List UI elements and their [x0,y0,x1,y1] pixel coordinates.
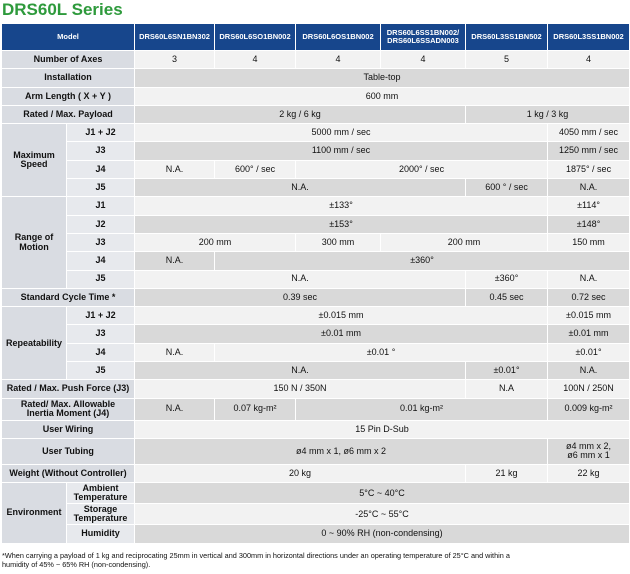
table-cell: 600 ° / sec [466,179,548,197]
table-row [2,325,630,343]
table-cell: 4050 mm / sec [548,124,630,142]
table-cell: 200 mm [381,233,548,251]
table-cell: N.A. [135,252,215,270]
row-label: Standard Cycle Time * [2,288,135,306]
row-label: Number of Axes [2,51,135,69]
table-cell: N.A. [135,160,215,178]
table-cell: 1875° / sec [548,160,630,178]
header-model-col: DRS60L6OS1BN002 [296,24,381,51]
table-cell: 5 [466,51,548,69]
table-row [2,69,630,87]
group-label: Maximum Speed [2,124,67,197]
table-cell: N.A. [548,270,630,288]
table-cell: 1 kg / 3 kg [466,105,630,123]
sub-label: Humidity [67,525,135,543]
table-cell: 3 [135,51,215,69]
table-cell: ±0.01° [548,343,630,361]
table-row [2,233,630,251]
row-label: Rated/ Max. Allowable Inertia Moment (J4) [2,398,135,420]
table-cell: 600° / sec [215,160,296,178]
table-cell: 4 [381,51,466,69]
sub-label: J5 [67,270,135,288]
table-cell: ø4 mm x 2, ø6 mm x 1 [548,438,630,464]
table-row [2,215,630,233]
sub-label: J4 [67,160,135,178]
table-row [2,288,630,306]
table-cell: 600 mm [135,87,630,105]
table-row [2,380,630,398]
group-label: Environment [2,483,67,543]
row-label: User Tubing [2,438,135,464]
table-cell: N.A. [135,179,466,197]
header-model: Model [2,24,135,51]
page-title: DRS60L Series [2,0,123,19]
header-model-col: DRS60L3SS1BN502 [466,24,548,51]
table-row [2,420,630,438]
table-row [2,197,630,215]
table-cell: 0.01 kg-m² [296,398,548,420]
table-cell: 0.009 kg-m² [548,398,630,420]
table-cell: 0.39 sec [135,288,466,306]
table-cell: ±114° [548,197,630,215]
sub-label: J5 [67,179,135,197]
table-row [2,362,630,380]
table-row [2,124,630,142]
table-row [2,398,630,420]
sub-label: J1 [67,197,135,215]
table-row [2,160,630,178]
row-label: Rated / Max. Payload [2,105,135,123]
table-row [2,483,630,504]
table-row [2,179,630,197]
table-cell: 0.72 sec [548,288,630,306]
table-row [2,438,630,464]
table-cell: 0.45 sec [466,288,548,306]
header-model-col: DRS60L6SO1BN002 [215,24,296,51]
table-row [2,464,630,482]
table-cell: ±148° [548,215,630,233]
table-cell: Table-top [135,69,630,87]
table-cell: ø4 mm x 1, ø6 mm x 2 [135,438,548,464]
table-cell: 150 N / 350N [135,380,466,398]
table-row [2,105,630,123]
table-cell: 4 [215,51,296,69]
header-row [2,24,630,51]
table-cell: ±153° [135,215,548,233]
table-cell: 2 kg / 6 kg [135,105,466,123]
table-row [2,142,630,160]
table-cell: ±0.01 mm [135,325,548,343]
table-cell: ±0.01° [466,362,548,380]
sub-label: Ambient Temperature [67,483,135,504]
table-cell: N.A. [135,362,466,380]
sub-label: J3 [67,142,135,160]
sub-label: J4 [67,343,135,361]
header-model-col: DRS60L6SS1BN002/ DRS60L6SSADN003 [381,24,466,51]
header-model-col: DRS60L6SN1BN302 [135,24,215,51]
header-model-col: DRS60L3SS1BN002 [548,24,630,51]
table-cell: 15 Pin D-Sub [135,420,630,438]
table-cell: ±0.015 mm [135,307,548,325]
sub-label: J1 + J2 [67,124,135,142]
table-row [2,87,630,105]
sub-label: J3 [67,325,135,343]
group-label: Repeatability [2,307,67,380]
table-cell: -25°C ~ 55°C [135,504,630,525]
table-row [2,270,630,288]
table-row [2,51,630,69]
table-cell: 1250 mm / sec [548,142,630,160]
row-label: Arm Length ( X + Y ) [2,87,135,105]
row-label: Rated / Max. Push Force (J3) [2,380,135,398]
table-cell: 150 mm [548,233,630,251]
table-row [2,343,630,361]
table-cell: N.A. [135,398,215,420]
group-label: Range of Motion [2,197,67,288]
table-cell: 300 mm [296,233,381,251]
table-cell: ±0.015 mm [548,307,630,325]
table-cell: 22 kg [548,464,630,482]
sub-label: Storage Temperature [67,504,135,525]
table-cell: 100N / 250N [548,380,630,398]
table-cell: ±360° [215,252,630,270]
table-cell: 0 ~ 90% RH (non-condensing) [135,525,630,543]
row-label: Weight (Without Controller) [2,464,135,482]
table-row [2,307,630,325]
table-cell: N.A. [548,179,630,197]
table-cell: 21 kg [466,464,548,482]
table-cell: ±0.01 mm [548,325,630,343]
table-cell: 200 mm [135,233,296,251]
table-cell: 5°C ~ 40°C [135,483,630,504]
table-cell: ±0.01 ° [215,343,548,361]
sub-label: J4 [67,252,135,270]
row-label: Installation [2,69,135,87]
row-label: User Wiring [2,420,135,438]
sub-label: J5 [67,362,135,380]
table-cell: N.A. [135,343,215,361]
table-cell: 2000° / sec [296,160,548,178]
table-row [2,252,630,270]
sub-label: J3 [67,233,135,251]
table-cell: 4 [296,51,381,69]
spec-table [1,23,630,544]
sub-label: J1 + J2 [67,307,135,325]
table-cell: ±360° [466,270,548,288]
table-cell: 1100 mm / sec [135,142,548,160]
table-row [2,525,630,543]
table-cell: 4 [548,51,630,69]
table-cell: N.A. [135,270,466,288]
table-cell: 5000 mm / sec [135,124,548,142]
table-cell: N.A [466,380,548,398]
table-cell: 0.07 kg-m² [215,398,296,420]
table-cell: ±133° [135,197,548,215]
table-cell: N.A. [548,362,630,380]
footnote: *When carrying a payload of 1 kg and reciprocating 25mm in vertical and 300mm in horizontal directions under an operating temperature of 25°C and within a humidity of 45% ~ 65% RH (non-condensing). [2,551,510,570]
table-cell: 20 kg [135,464,466,482]
table-row [2,504,630,525]
sub-label: J2 [67,215,135,233]
